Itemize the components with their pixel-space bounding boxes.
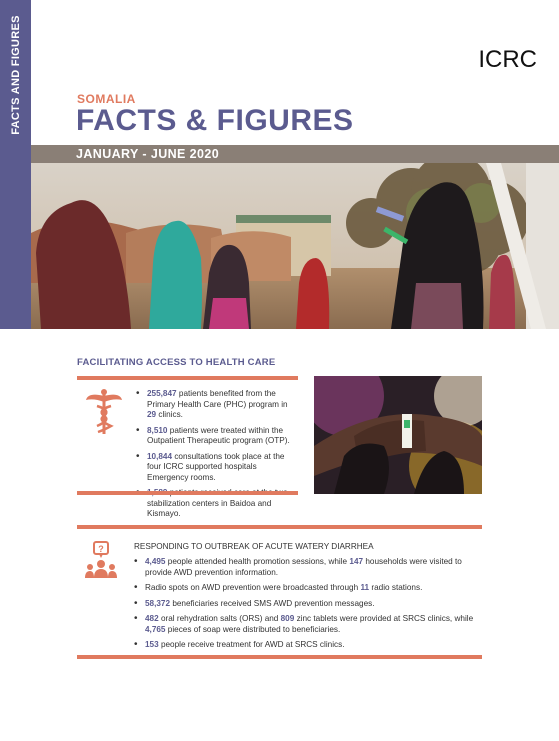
health-section-title: FACILITATING ACCESS TO HEALTH CARE [77,357,276,368]
period-band [31,145,559,163]
caduceus-icon [84,388,124,441]
list-item: • 482 oral rehydration salts (ORS) and 809 zinc tablets were provided at SRCS clinics, while 4,765 pieces of soap were distributed to beneficiaries. [134,614,484,635]
period-label: JANUARY - JUNE 2020 [76,147,220,161]
muac-photo [314,376,482,494]
hero-photo [31,163,559,329]
awd-bottom-rule [77,655,482,659]
icrc-logo: ICRC [478,46,537,73]
health-list [136,389,296,525]
list-item: • Radio spots on AWD prevention were broadcasted through 11 radio stations. [134,583,484,594]
awd-top-rule [77,525,482,529]
page-title: FACTS & FIGURES [76,104,354,137]
sidebar-band [0,0,31,329]
awd-list [134,557,484,656]
country-label: SOMALIA [77,92,136,106]
sidebar-label: FACTS AND FIGURES [9,15,22,135]
health-top-rule [77,376,298,380]
community-info-icon [84,540,118,585]
list-item: • 10,844 consultations took place at the four ICRC supported hospitals Emergency rooms. [136,452,296,484]
list-item: • 4,495 people attended health promotion sessions, while 147 households were visited to provide AWD prevention information. [134,557,484,578]
list-item: • stabilization centers in Baidoa and Kismayo. [136,488,296,520]
list-item: • 58,372 beneficiaries received SMS AWD prevention messages. [134,599,484,610]
list-item: • 255,847 patients benefited from the Primary Health Care (PHC) program in 29 clinics. [136,389,296,421]
list-item: • 153 people receive treatment for AWD at SRCS clinics. [134,640,484,651]
health-bottom-rule [77,491,298,495]
list-item: • 8,510 patients were treated within the Outpatient Therapeutic program (OTP). [136,426,296,447]
awd-section-title: RESPONDING TO OUTBREAK OF ACUTE WATERY DIARRHEA [134,542,374,551]
svg-text:?: ? [98,544,104,554]
